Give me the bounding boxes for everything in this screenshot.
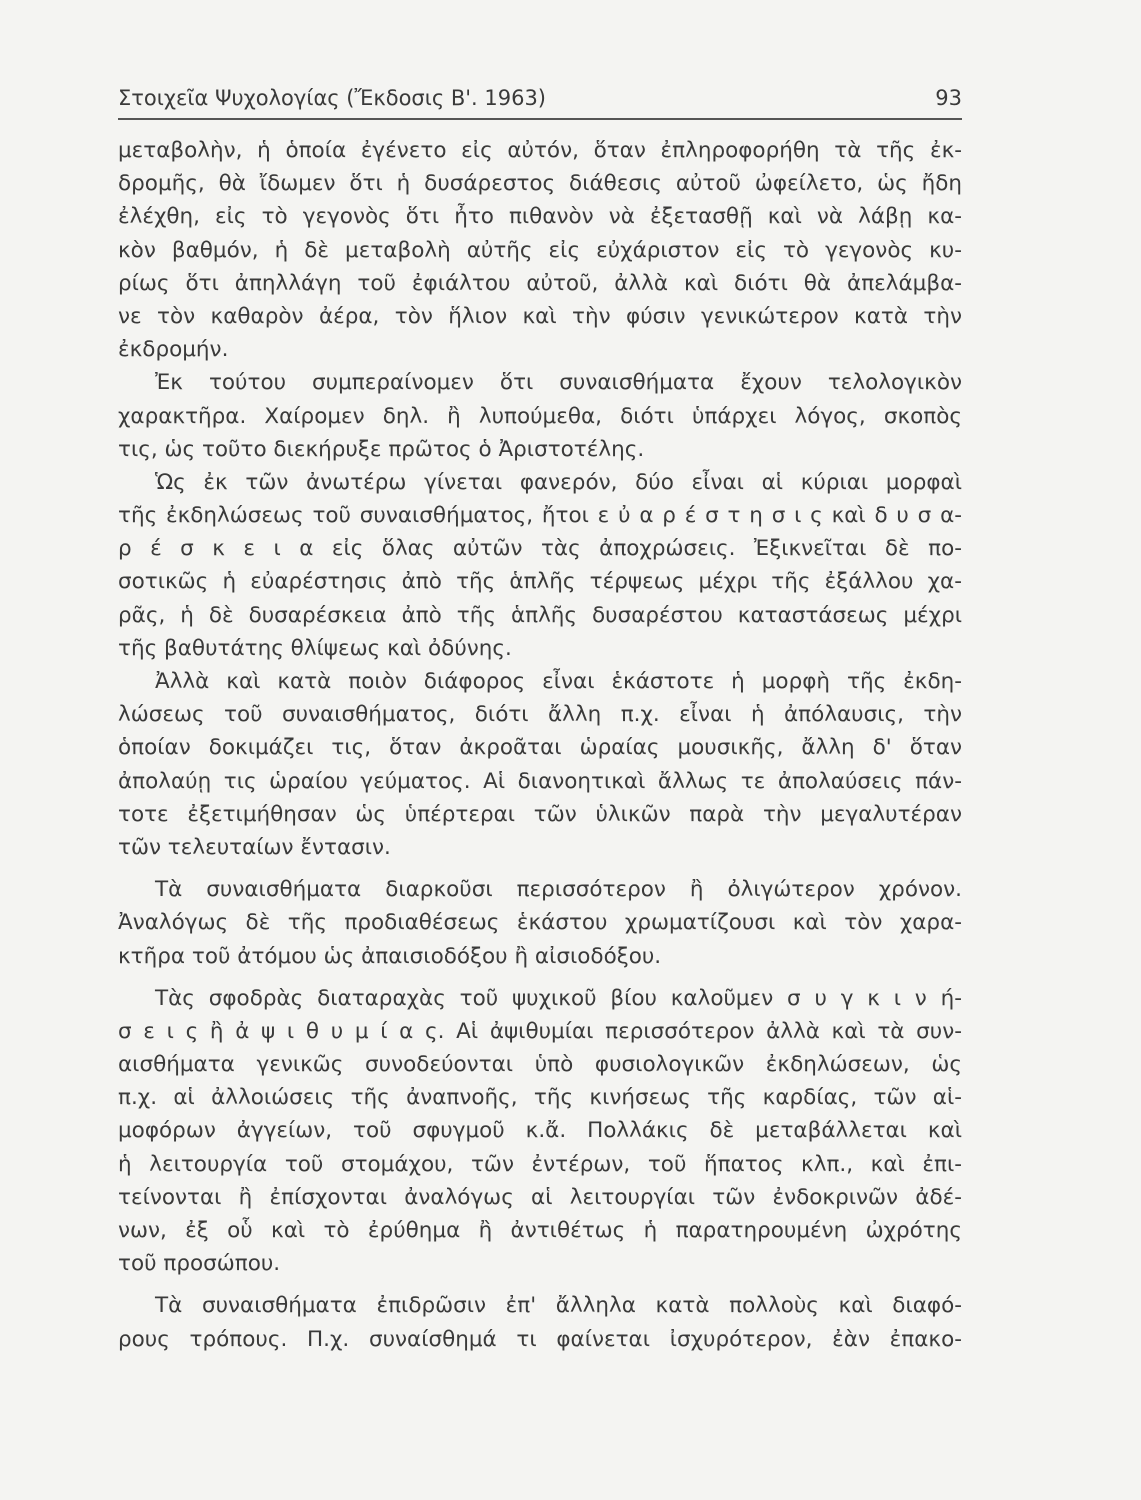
text-line: σοτικῶς ἡ εὐαρέστησις ἀπὸ τῆς ἁπλῆς τέρψεως μέχρι τῆς ἐξάλλου χα- [118,569,962,595]
text-line: νε τὸν καθαρὸν ἀέρα, τὸν ἥλιον καὶ τὴν φύσιν γενικώτερον κατὰ τὴν [118,303,962,329]
text-line: ἐλέχθη, εἰς τὸ γεγονὸς ὅτι ἦτο πιθανὸν νὰ ἐξετασθῇ καὶ νὰ λάβῃ κα- [118,204,962,230]
text-line: Ἀναλόγως δὲ τῆς προδιαθέσεως ἑκάστου χρωματίζουσι καὶ τὸν χαρα- [118,910,962,936]
text-line: ἐκδρομήν. [118,337,229,363]
text-line: τείνονται ἢ ἐπίσχονται ἀναλόγως αἱ λειτουργίαι τῶν ἐνδοκρινῶν ἀδέ- [118,1184,962,1210]
paragraph [118,466,962,665]
text-line: τῶν τελευταίων ἔντασιν. [118,834,391,860]
text-line: μοφόρων ἀγγείων, τοῦ σφυγμοῦ κ.ἄ. Πολλάκις δὲ μεταβάλλεται καὶ [118,1118,962,1144]
text-line: χαρακτῆρα. Χαίρομεν δηλ. ἢ λυπούμεθα, διότι ὑπάρχει λόγος, σκοπὸς [118,403,962,429]
text-line: ὁποίαν δοκιμάζει τις, ὅταν ἀκροᾶται ὡραίας μουσικῆς, ἄλλη δ' ὅταν [118,735,962,761]
running-title: Στοιχεῖα Ψυχολογίας (Ἔκδοσις Β'. 1963) [118,86,546,110]
text-line: τῆς βαθυτάτης θλίψεως καὶ ὀδύνης. [118,635,512,661]
paragraph [118,1289,962,1355]
text-line: Τὰς σφοδρὰς διαταραχὰς τοῦ ψυχικοῦ βίου καλοῦμεν σ υ γ κ ι ν ή- [155,985,962,1011]
text-line: ἡ λειτουργία τοῦ στομάχου, τῶν ἐντέρων, τοῦ ἥπατος κλπ., καὶ ἐπι- [118,1151,962,1177]
page-body [118,134,962,1356]
text-line: ρους τρόπους. Π.χ. συναίσθημά τι φαίνεται ἰσχυρότερον, ἐὰν ἐπακο- [118,1326,962,1352]
text-line: μεταβολὴν, ἡ ὁποία ἐγένετο εἰς αὐτόν, ὅταν ἐπληροφορήθη τὰ τῆς ἐκ- [118,138,962,163]
paragraph [118,366,962,466]
paragraph [118,982,962,1281]
running-header [118,84,962,120]
text-line: Τὰ συναισθήματα διαρκοῦσι περισσότερον ἢ ὀλιγώτερον χρόνον. [155,877,962,903]
text-line: νων, ἐξ οὗ καὶ τὸ ἐρύθημα ἢ ἀντιθέτως ἡ παρατηρουμένη ὠχρότης [118,1218,962,1243]
paragraph [118,134,962,366]
text-line: ρίως ὅτι ἀπηλλάγη τοῦ ἐφιάλτου αὐτοῦ, ἀλλὰ καὶ διότι θὰ ἀπελάμβα- [118,270,962,296]
text-line: τις, ὡς τοῦτο διεκήρυξε πρῶτος ὁ Ἀριστοτέλης. [118,436,645,462]
text-line: Ὡς ἐκ τῶν ἀνωτέρω γίνεται φανερόν, δύο εἶναι αἱ κύριαι μορφαὶ [155,469,962,495]
text-line: δρομῆς, θὰ ἴδωμεν ὅτι ἡ δυσάρεστος διάθεσις αὐτοῦ ὠφείλετο, ὡς ἤδη [118,171,962,197]
text-line: Ἐκ τούτου συμπεραίνομεν ὅτι συναισθήματα ἔχουν τελολογικὸν [155,370,962,396]
paragraph [118,665,962,864]
text-line: λώσεως τοῦ συναισθήματος, διότι ἄλλη π.χ. εἶναι ἡ ἀπόλαυσις, τὴν [118,702,962,728]
text-line: τῆς ἐκδηλώσεως τοῦ συναισθήματος, ἤτοι ε ὐ α ρ έ σ τ η σ ι ς καὶ δ υ σ α- [118,503,962,529]
text-line: π.χ. αἱ ἀλλοιώσεις τῆς ἀναπνοῆς, τῆς κινήσεως τῆς καρδίας, τῶν αἱ- [118,1085,962,1111]
text-line: ρᾶς, ἡ δὲ δυσαρέσκεια ἀπὸ τῆς ἁπλῆς δυσαρέστου καταστάσεως μέχρι [118,602,962,628]
text-line: Ἀλλὰ καὶ κατὰ ποιὸν διάφορος εἶναι ἑκάστοτε ἡ μορφὴ τῆς ἐκδη- [155,669,962,694]
text-line: τοῦ προσώπου. [118,1251,281,1277]
text-line: ρ έ σ κ ε ι α εἰς ὅλας αὐτῶν τὰς ἀποχρώσεις. Ἐξικνεῖται δὲ πο- [118,536,962,562]
text-line: Τὰ συναισθήματα ἐπιδρῶσιν ἐπ' ἄλληλα κατὰ πολλοὺς καὶ διαφό- [155,1293,962,1319]
text-line: σ ε ι ς ἢ ἀ ψ ι θ υ μ ί α ς. Αἱ ἀψιθυμίαι περισσότερον ἀλλὰ καὶ τὰ συν- [118,1018,962,1044]
paragraph [118,873,962,973]
text-line: αισθήματα γενικῶς συνοδεύονται ὑπὸ φυσιολογικῶν ἐκδηλώσεων, ὡς [118,1052,962,1078]
text-line: κτῆρα τοῦ ἀτόμου ὡς ἀπαισιοδόξου ἢ αἰσιοδόξου. [118,943,662,969]
text-line: ἀπολαύῃ τις ὡραίου γεύματος. Αἱ διανοητικαὶ ἄλλως τε ἀπολαύσεις πάν- [118,768,962,794]
text-line: τοτε ἐξετιμήθησαν ὡς ὑπέρτεραι τῶν ὑλικῶν παρὰ τὴν μεγαλυτέραν [118,801,962,827]
page-number: 93 [935,86,962,110]
text-line: κὸν βαθμόν, ἡ δὲ μεταβολὴ αὐτῆς εἰς εὐχάριστον εἰς τὸ γεγονὸς κυ- [118,237,962,263]
